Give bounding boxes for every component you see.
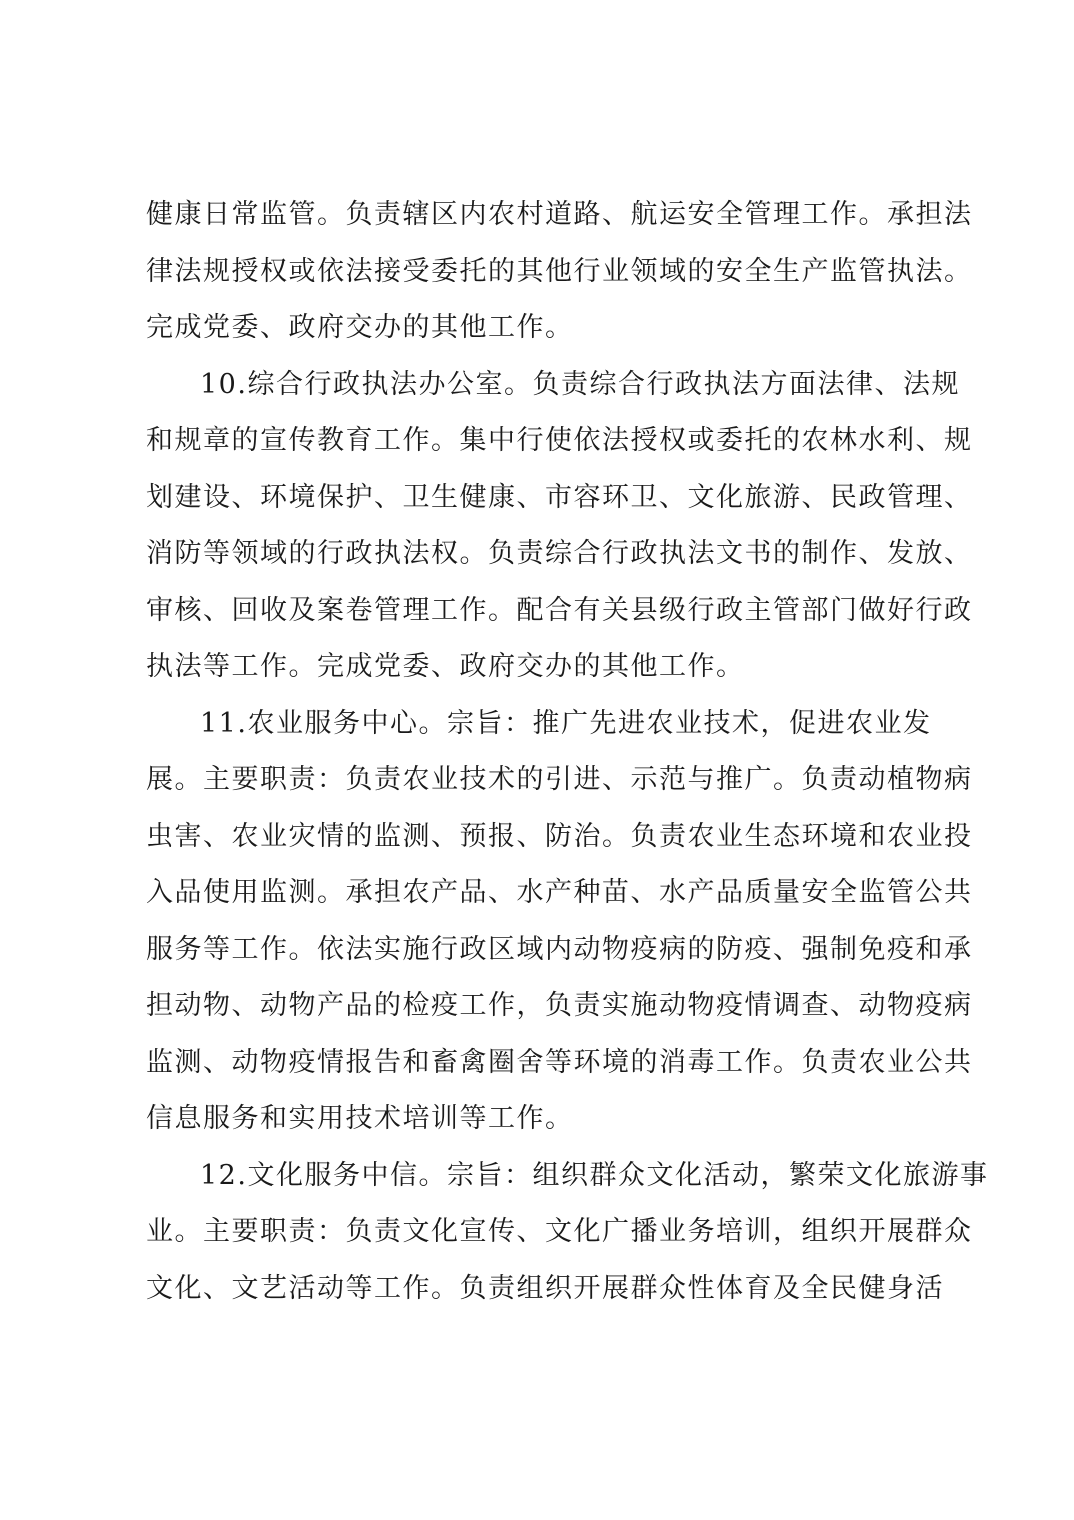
text-line: 律法规授权或依法接受委托的其他行业领域的安全生产监管执法。 xyxy=(146,255,973,287)
section-10-heading-line: 10.综合行政执法办公室。负责综合行政执法方面法律、法规 xyxy=(200,368,960,400)
text-line: 消防等领域的行政执法权。负责综合行政执法文书的制作、发放、 xyxy=(146,538,973,569)
section-11-heading-line: 11.农业服务中心。宗旨：推广先进农业技术，促进农业发 xyxy=(200,707,932,739)
text-line: 执法等工作。完成党委、政府交办的其他工作。 xyxy=(146,651,745,682)
text-line: 展。主要职责：负责农业技术的引进、示范与推广。负责动植物病 xyxy=(146,764,973,795)
text-line: 业。主要职责：负责文化宣传、文化广播业务培训，组织开展群众 xyxy=(146,1216,973,1247)
text-line: 入品使用监测。承担农产品、水产种苗、水产品质量安全监管公共 xyxy=(146,877,973,908)
text-line: 担动物、动物产品的检疫工作，负责实施动物疫情调查、动物疫病 xyxy=(146,990,973,1021)
text-line: 健康日常监管。负责辖区内农村道路、航运安全管理工作。承担法 xyxy=(146,199,973,230)
text-line: 监测、动物疫情报告和畜禽圈舍等环境的消毒工作。负责农业公共 xyxy=(146,1046,973,1078)
text-line: 信息服务和实用技术培训等工作。 xyxy=(146,1103,574,1134)
text-line: 审核、回收及案卷管理工作。配合有关县级行政主管部门做好行政 xyxy=(146,594,973,626)
text-line: 完成党委、政府交办的其他工作。 xyxy=(146,312,574,343)
text-line: 文化、文艺活动等工作。负责组织开展群众性体育及全民健身活 xyxy=(146,1272,944,1304)
text-line: 服务等工作。依法实施行政区域内动物疫病的防疫、强制免疫和承 xyxy=(146,933,973,965)
text-line: 划建设、环境保护、卫生健康、市容环卫、文化旅游、民政管理、 xyxy=(146,481,973,513)
text-line: 虫害、农业灾情的监测、预报、防治。负责农业生态环境和农业投 xyxy=(146,820,973,852)
text-line: 和规章的宣传教育工作。集中行使依法授权或委托的农林水利、规 xyxy=(146,425,973,456)
document-body xyxy=(146,187,989,1317)
section-12-heading-line: 12.文化服务中信。宗旨：组织群众文化活动，繁荣文化旅游事 xyxy=(200,1159,989,1191)
